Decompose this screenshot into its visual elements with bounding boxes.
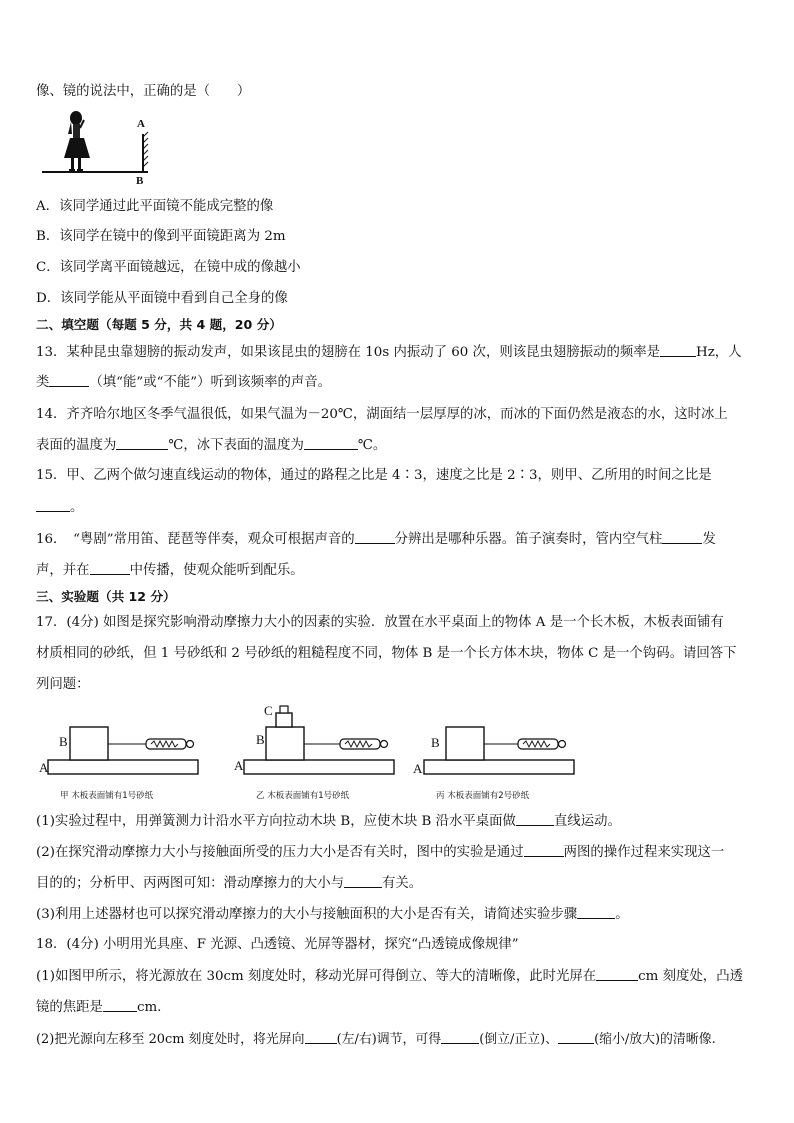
q12-option-b: B．该同学在镜中的像到平面镜距离为 2m: [36, 229, 286, 244]
q16-text-2: 分辨出是哪种乐器。笛子演奏时，管内空气柱: [394, 532, 663, 547]
setup-bing: [424, 727, 574, 774]
answer-blank: [516, 812, 554, 826]
q14-text-1: 表面的温度为: [36, 438, 117, 453]
q16-text-5: 中传播，使观众能听到配乐。: [129, 563, 304, 578]
q12-option-a: A．该同学通过此平面镜不能成完整的像: [36, 199, 274, 214]
answer-blank: [305, 1030, 337, 1044]
q14-text-3: ℃。: [357, 438, 387, 453]
answer-blank: [662, 530, 702, 544]
q17-p1-text-1: (1)实验过程中，用弹簧测力计沿水平方向拉动木块 B，应使木块 B 沿水平桌面做: [36, 814, 516, 829]
fig-jia-label-b: B: [59, 734, 68, 749]
q13-text-1: 13．某种昆虫靠翅膀的振动发声，如果该昆虫的翅膀在 10s 内振动了 60 次，则该昆虫翅膀振动的频率是: [36, 345, 661, 360]
mirror-label-a: A: [137, 118, 145, 130]
answer-blank: [596, 967, 638, 981]
answer-blank: [441, 1030, 479, 1044]
q13-text-4: （填“能”或“不能”）听到该频率的声音。: [89, 375, 332, 390]
q15-line2: [36, 498, 83, 517]
fig-yi-label-c: C: [264, 703, 273, 718]
q13-line1: [36, 343, 742, 362]
mirror-label-b: B: [136, 175, 144, 187]
q18-p1-line1: [36, 967, 743, 986]
answer-blank: [355, 530, 395, 544]
q18-p2-text-2: (左/右)调节，可得: [336, 1032, 442, 1047]
q18-p1-text-1: (1)如图甲所示，将光源放在 30cm 刻度处时，移动光屏可得倒立、等大的清晰像，此时光屏在: [36, 969, 597, 984]
setup-jia: [48, 727, 198, 774]
fig-bing-label-b: B: [431, 735, 440, 750]
q18-p1-text-3: 镜的焦距是: [36, 1000, 103, 1015]
q17-p3-text-1: (3)利用上述器材也可以探究滑动摩擦力的大小与接触面积的大小是否有关，请简述实验步骤: [36, 907, 578, 922]
q12-option-c: C．该同学离平面镜越远，在镜中成的像越小: [36, 260, 301, 275]
q18-p2-text-3: (倒立/正立)、: [479, 1032, 559, 1047]
answer-blank: [36, 498, 70, 512]
fig-jia-label-a: A: [39, 760, 49, 775]
section-3-title: 三、实验题（共 12 分）: [36, 589, 176, 604]
q16-line1: [36, 530, 716, 549]
answer-blank: [103, 998, 137, 1012]
q17-p2-text-3: 目的的；分析甲、丙两图可知：滑动摩擦力的大小与: [36, 876, 344, 891]
q17-p3-text-2: 。: [615, 907, 629, 922]
q13-text-2: Hz，人: [696, 345, 742, 360]
caption-yi: 乙 木板表面铺有1号砂纸: [256, 791, 350, 801]
girl-icon: [64, 111, 90, 172]
q18-line1: 18．(4分) 小明用光具座、F 光源、凸透镜、光屏等器材，探究“凸透镜成像规律”: [36, 937, 519, 952]
q18-p1-line2: [36, 998, 161, 1017]
q18-p2-text-4: (缩小/放大)的清晰像.: [594, 1032, 716, 1047]
q13-text-3: 类: [36, 375, 50, 390]
fig-bing-label-a: A: [413, 761, 423, 776]
q18-p1-text-2: cm 刻度处，凸透: [638, 969, 743, 984]
q16-text-4: 声，并在: [36, 563, 90, 578]
q18-p2: [36, 1030, 716, 1049]
q17-p1-text-2: 直线运动。: [553, 814, 621, 829]
caption-bing: 丙 木板表面铺有2号砂纸: [436, 791, 530, 801]
answer-blank: [49, 373, 89, 387]
q17-p2-text-1: (2)在探究滑动摩擦力大小与接触面所受的压力大小是否有关时，图中的实验是通过: [36, 845, 524, 860]
q15-text-2: 。: [70, 500, 84, 515]
answer-blank: [577, 905, 615, 919]
q16-text-1: 16． “粤剧”常用笛、琵琶等伴奏，观众可根据声音的: [36, 532, 355, 547]
q18-p1-text-4: cm.: [136, 1000, 162, 1015]
q17-p1: [36, 812, 621, 831]
q16-text-3: 发: [702, 532, 716, 547]
friction-experiment-figure: [36, 700, 596, 800]
q15-line1: 15．甲、乙两个做匀速直线运动的物体，通过的路程之比是 4∶3，速度之比是 2∶3，则甲、乙所用的时间之比是: [36, 468, 712, 483]
q12-option-d: D．该同学能从平面镜中看到自己全身的像: [36, 291, 288, 306]
q14-line2: [36, 436, 386, 455]
answer-blank: [558, 1030, 594, 1044]
q17-line1: 17．(4分) 如图是探究影响滑动摩擦力大小的因素的实验．放置在水平桌面上的物体 A 是一个长木板，木板表面铺有: [36, 615, 724, 630]
fig-yi-label-b: B: [256, 732, 265, 747]
answer-blank: [344, 874, 382, 888]
q16-line2: [36, 561, 304, 580]
q12-stem: 像、镜的说法中，正确的是（ ）: [36, 84, 251, 99]
q17-line3: 列问题：: [36, 677, 90, 692]
answer-blank: [116, 436, 168, 450]
q14-text-2: ℃，冰下表面的温度为: [168, 438, 304, 453]
fig-yi-label-a: A: [234, 758, 244, 773]
answer-blank: [90, 561, 130, 575]
section-2-title: 二、填空题（每题 5 分，共 4 题，20 分）: [36, 317, 282, 332]
plane-mirror-icon: [143, 132, 148, 172]
q17-line2: 材质相同的砂纸，但 1 号砂纸和 2 号砂纸的粗糙程度不同，物体 B 是一个长方体木块，物体 C 是一个钩码。请回答下: [36, 646, 737, 661]
answer-blank: [304, 436, 358, 450]
caption-jia: 甲 木板表面铺有1号砂纸: [60, 791, 154, 801]
q17-p2-line1: [36, 843, 724, 862]
q17-p3: [36, 905, 629, 924]
q18-p2-text-1: (2)把光源向左移至 20cm 刻度处时，将光屏向: [36, 1032, 305, 1047]
q17-p2-text-4: 有关。: [381, 876, 423, 891]
q13-line2: [36, 373, 331, 392]
q17-p2-text-2: 两图的操作过程来实现这一: [563, 845, 725, 860]
answer-blank: [660, 343, 696, 357]
q14-line1: 14．齐齐哈尔地区冬季气温很低，如果气温为－20℃，湖面结一层厚厚的冰，而冰的下面仍然是液态的水，这时冰上: [36, 407, 728, 422]
q17-p2-line2: [36, 874, 422, 893]
answer-blank: [524, 843, 564, 857]
